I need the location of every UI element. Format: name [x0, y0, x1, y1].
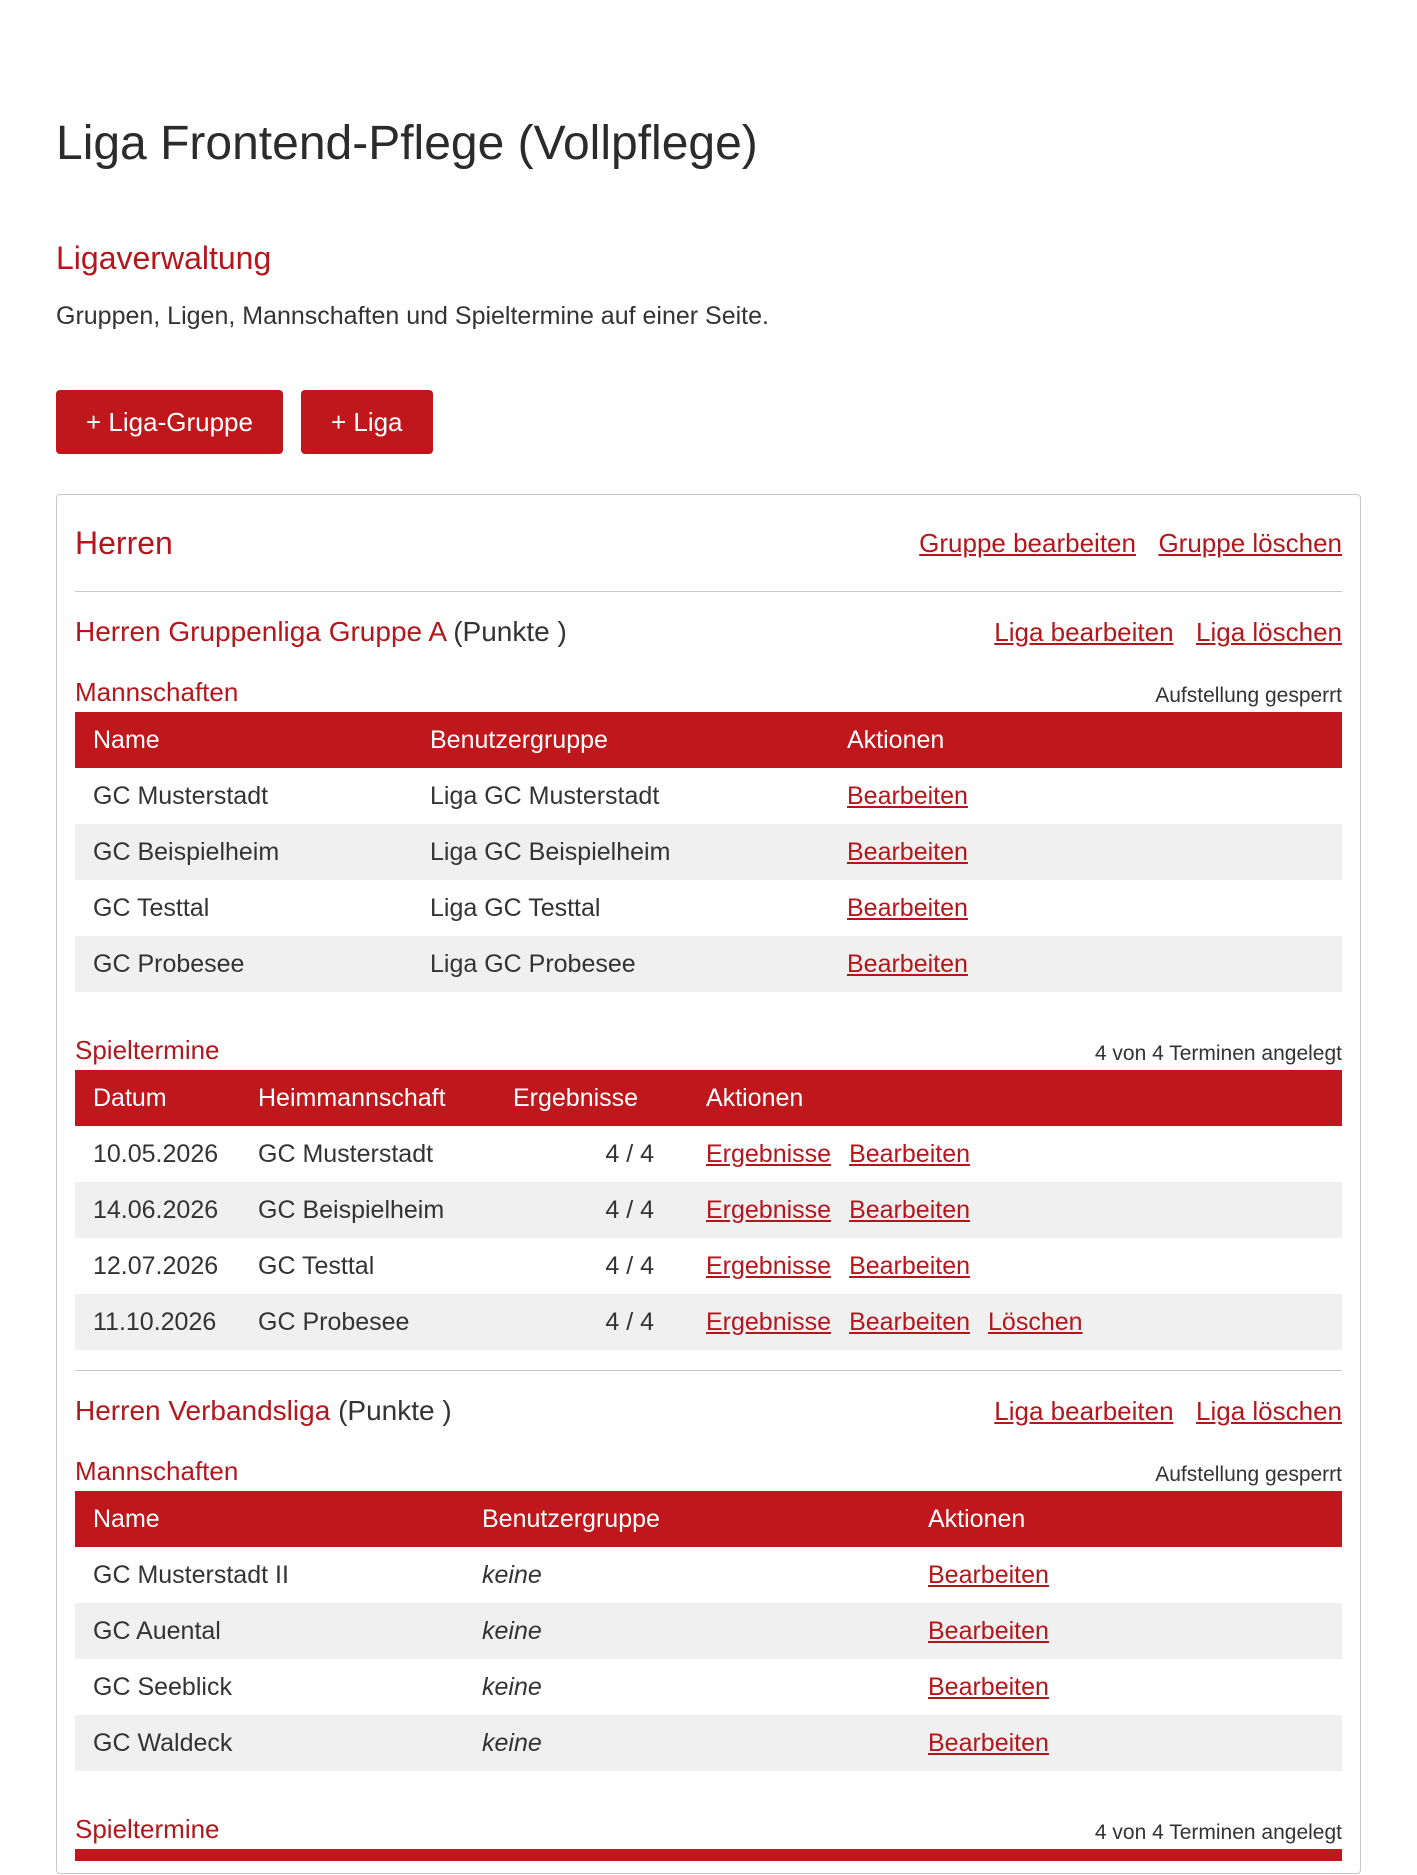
edit-match-link[interactable]: Bearbeiten: [849, 1195, 971, 1224]
column-header: Aktionen: [910, 1491, 1342, 1547]
edit-match-link[interactable]: Bearbeiten: [849, 1251, 971, 1280]
table-row: [75, 768, 1342, 824]
add-league-button[interactable]: + Liga: [301, 390, 433, 454]
teams-header: [75, 672, 1342, 708]
team-name: GC Musterstadt II: [93, 1560, 289, 1589]
league-title: [75, 616, 567, 648]
team-usergroup: keine: [464, 1715, 910, 1771]
team-name: GC Beispielheim: [75, 824, 412, 880]
table-row: [75, 1126, 1342, 1182]
table-row: [75, 1182, 1342, 1238]
match-actions: [688, 1294, 1342, 1350]
home-team: GC Probesee: [240, 1294, 495, 1350]
league-header: [75, 1371, 1342, 1451]
table-row: [75, 1715, 1342, 1771]
match-date: 11.10.2026: [75, 1294, 240, 1350]
dates-table-header-edge: [75, 1849, 1342, 1861]
match-actions: [688, 1238, 1342, 1294]
dates-count: 4 von 4 Terminen angelegt: [1094, 1821, 1342, 1844]
column-header: Ergebnisse: [495, 1070, 688, 1126]
results-count: 4 / 4: [605, 1139, 654, 1168]
edit-team-link[interactable]: Bearbeiten: [847, 949, 968, 978]
delete-league-link[interactable]: Liga löschen: [1196, 616, 1342, 647]
section-title: Ligaverwaltung: [56, 240, 272, 276]
teams-table: [75, 712, 1342, 992]
dates-header: [75, 1809, 1342, 1845]
delete-group-link[interactable]: Gruppe löschen: [1158, 527, 1342, 558]
teams-table: [75, 1491, 1342, 1771]
home-team: GC Testtal: [258, 1251, 375, 1280]
match-date: 10.05.2026: [93, 1139, 219, 1168]
table-row: [75, 1547, 1342, 1603]
edit-team-link[interactable]: Bearbeiten: [847, 781, 968, 810]
table-row: [75, 1603, 1342, 1659]
team-actions: [910, 1547, 1342, 1603]
dates-header: [75, 1030, 1342, 1066]
edit-team-link[interactable]: Bearbeiten: [928, 1616, 1049, 1645]
delete-match-link[interactable]: Löschen: [988, 1307, 1083, 1336]
league-mode: (Punkte ): [338, 1395, 452, 1426]
table-row: [75, 1294, 1342, 1350]
add-group-button[interactable]: + Liga-Gruppe: [56, 390, 283, 454]
group-box: [56, 494, 1361, 1874]
results-link[interactable]: Ergebnisse: [706, 1307, 832, 1336]
team-actions: [910, 1659, 1342, 1715]
edit-team-link[interactable]: Bearbeiten: [928, 1560, 1049, 1589]
team-name: GC Waldeck: [75, 1715, 464, 1771]
team-actions: [829, 824, 1342, 880]
team-name: GC Auental: [75, 1603, 464, 1659]
dates-count: 4 von 4 Terminen angelegt: [1094, 1042, 1342, 1065]
results-count: 4 / 4: [605, 1251, 654, 1280]
teams-header: [75, 1451, 1342, 1487]
team-usergroup: Liga GC Beispielheim: [412, 824, 829, 880]
home-team: GC Musterstadt: [258, 1139, 434, 1168]
lineup-status: Aufstellung gesperrt: [1155, 1463, 1342, 1486]
team-name: GC Testtal: [93, 893, 210, 922]
league-header: [75, 592, 1342, 672]
lineup-status: Aufstellung gesperrt: [1155, 684, 1342, 707]
team-usergroup: Liga GC Musterstadt: [430, 781, 660, 810]
team-name: GC Probesee: [75, 936, 412, 992]
match-date: 12.07.2026: [93, 1251, 219, 1280]
dates-title: Spieltermine: [75, 1814, 220, 1844]
edit-team-link[interactable]: Bearbeiten: [847, 837, 968, 866]
league-title: [75, 1395, 452, 1427]
team-actions: [910, 1603, 1342, 1659]
teams-title: Mannschaften: [75, 677, 239, 707]
team-usergroup: keine: [464, 1603, 910, 1659]
column-header: Aktionen: [688, 1070, 1342, 1126]
group-actions: [901, 528, 1342, 559]
table-header-row: [75, 1070, 1342, 1126]
column-header: Benutzergruppe: [412, 712, 829, 768]
column-header: Name: [75, 712, 412, 768]
page-title: Liga Frontend-Pflege (Vollpflege): [56, 117, 758, 170]
edit-group-link[interactable]: Gruppe bearbeiten: [919, 527, 1136, 558]
column-header: Benutzergruppe: [464, 1491, 910, 1547]
table-row: [75, 1238, 1342, 1294]
results-count: 4 / 4: [495, 1182, 688, 1238]
team-actions: [829, 936, 1342, 992]
results-link[interactable]: Ergebnisse: [706, 1139, 832, 1168]
match-actions: [688, 1182, 1342, 1238]
league-name: Herren Verbandsliga: [75, 1395, 331, 1426]
league-section: [75, 1371, 1342, 1861]
match-actions: [688, 1126, 1342, 1182]
intro-text: Gruppen, Ligen, Mannschaften und Spieltermine auf einer Seite.: [56, 302, 769, 330]
group-header: [75, 495, 1342, 592]
team-actions: [910, 1715, 1342, 1771]
column-header: Aktionen: [829, 712, 1342, 768]
league-actions: [976, 617, 1342, 648]
league-section: [75, 592, 1342, 1350]
group-title: Herren: [75, 524, 173, 561]
league-actions: [976, 1396, 1342, 1427]
edit-match-link[interactable]: Bearbeiten: [849, 1307, 971, 1336]
table-row: [75, 1659, 1342, 1715]
league-name: Herren Gruppenliga Gruppe A: [75, 616, 446, 647]
edit-team-link[interactable]: Bearbeiten: [928, 1672, 1049, 1701]
league-mode: (Punkte ): [453, 616, 567, 647]
table-row: [75, 880, 1342, 936]
team-actions: [829, 880, 1342, 936]
column-header: Name: [75, 1491, 464, 1547]
team-usergroup: keine: [482, 1560, 542, 1589]
column-header: Datum: [75, 1070, 240, 1126]
match-date: 14.06.2026: [75, 1182, 240, 1238]
results-count: 4 / 4: [495, 1294, 688, 1350]
toolbar: [56, 390, 1361, 454]
edit-team-link[interactable]: Bearbeiten: [847, 893, 968, 922]
teams-title: Mannschaften: [75, 1456, 239, 1486]
table-row: [75, 824, 1342, 880]
team-usergroup: Liga GC Probesee: [412, 936, 829, 992]
edit-league-link[interactable]: Liga bearbeiten: [994, 1395, 1174, 1426]
column-header: Heimmannschaft: [240, 1070, 495, 1126]
dates-title: Spieltermine: [75, 1035, 220, 1065]
team-name: GC Musterstadt: [93, 781, 269, 810]
team-usergroup: keine: [482, 1672, 542, 1701]
edit-league-link[interactable]: Liga bearbeiten: [994, 616, 1174, 647]
team-actions: [829, 768, 1342, 824]
results-link[interactable]: Ergebnisse: [706, 1251, 832, 1280]
table-row: [75, 936, 1342, 992]
home-team: GC Beispielheim: [240, 1182, 495, 1238]
dates-table: [75, 1070, 1342, 1350]
team-usergroup: Liga GC Testtal: [430, 893, 601, 922]
results-link[interactable]: Ergebnisse: [706, 1195, 832, 1224]
table-header-row: [75, 1491, 1342, 1547]
team-name: GC Seeblick: [93, 1672, 232, 1701]
edit-match-link[interactable]: Bearbeiten: [849, 1139, 971, 1168]
edit-team-link[interactable]: Bearbeiten: [928, 1728, 1049, 1757]
table-header-row: [75, 712, 1342, 768]
delete-league-link[interactable]: Liga löschen: [1196, 1395, 1342, 1426]
